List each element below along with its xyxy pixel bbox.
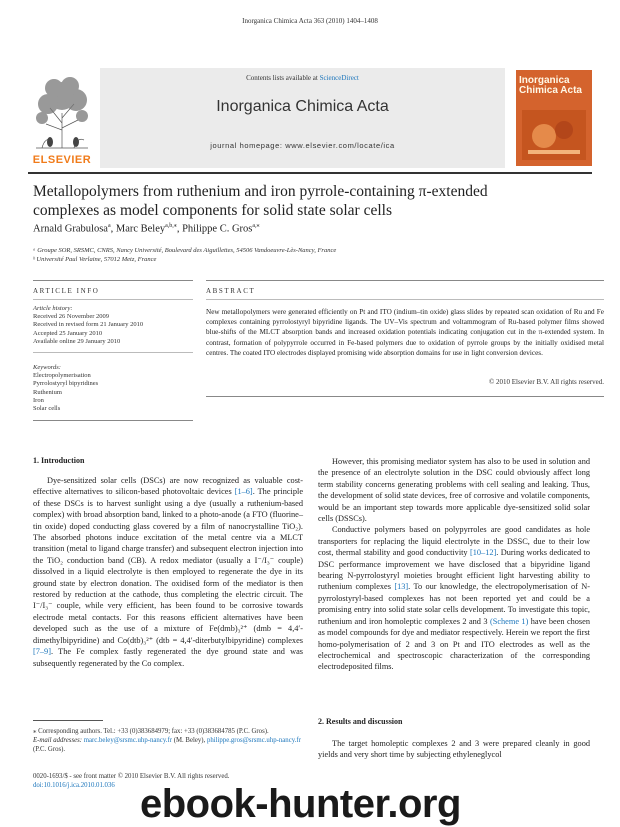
right-text-c: . To our knowledge, the electropolymerisation of N-pyrrolostyryl-based complexes has not been reported yet and could be a promising entry into solid state solar cells development. To investigate this topic, ruthenium and iron homoleptic complexes 2 and 3 [318,582,590,626]
elsevier-tree-icon [28,68,96,152]
author-1: Arnald Grabulosa [33,223,108,235]
article-info-label: ARTICLE INFO [33,287,100,295]
author-3-marker: a,⁎ [252,223,260,229]
intro-paragraph [33,475,303,669]
keywords-rule [33,352,193,353]
watermark-text: ebook-hunter.org [140,782,461,826]
email-label: E-mail addresses: [33,737,84,744]
intro-text-a: Dye-sensitized solar cells (DSCs) are now recognized as valuable cost-effective alternatives to silicon-based photovoltaic devices [33,476,303,497]
citation-link[interactable]: [7–9] [33,647,51,657]
affiliation-b: ᵇ Université Paul Verlaine, 57012 Metz, France [33,256,157,263]
email-owner-2: (P.C. Gros). [33,746,66,753]
running-head: Inorganica Chimica Acta 363 (2010) 1404–1408 [242,17,378,25]
elsevier-wordmark: ELSEVIER [32,154,92,166]
article-info-rule-top [33,280,193,281]
citation-link[interactable]: [10–12] [470,548,497,558]
header-rule [28,172,592,174]
abstract-rule-top [206,280,604,281]
keyword-item: Iron [33,396,44,404]
keyword-item: Pyrrolostyryl bipyridines [33,380,99,388]
doi-link[interactable]: doi:10.1016/j.ica.2010.01.036 [33,782,115,789]
keywords-block [33,364,193,413]
journal-banner [100,68,505,168]
scheme-link[interactable]: (Scheme 1) [489,616,529,626]
intro-text-c: . The Fe complex fastly regenerated the dye ground state and was subsequently regenerated by the Co complex. [33,647,303,668]
affiliation-a: ᵃ Groupe SOR, SRSMC, CNRS, Nancy Université, Boulevard des Aiguillettes, 54506 Vandoeuvre-Lès-Nancy, France [33,247,337,254]
online-date: Available online 29 January 2010 [33,337,121,345]
journal-homepage[interactable]: journal homepage: www.elsevier.com/locate/ica [210,141,395,150]
author-list [33,222,593,235]
cover-art-icon [522,110,586,160]
right-paragraph-1: However, this promising mediator system has also to be used in solution and the presence of an electrolyte solution in the DSC could obviously affect long term stability concerns generating problems with cell sealing and leaking. Thus, the development of solid state devices, free of corrosive and volatile components, would be an important step towards more applicable dye-sensitized solid solar cells (DSSCs). [318,457,590,524]
results-column [318,738,590,761]
author-1-marker: a [107,223,111,229]
abstract-rule-bottom [206,396,604,397]
journal-cover[interactable] [516,70,592,166]
intro-text-b: . The principle of these DSCs is to harvest sunlight using a dye (usually a ruthenium-based complex) with broad absorption band, linked to a photo-anode (a FTO (fluorine–tin oxide) doped conducting glass covered by a film of nanocrystalline TiO₂). The absorbed photons induce excitation of the metal centre via a MLCT transition (metal to ligand charge transfer) and subsequent electron injection into the TiO₂ conduction band (CB). A redox mediator (usually a I⁻/I₃⁻ couple) dissolved in a liquid electrolyte is then employed to regenerate the dye in its ground state by electron donation. The oxidised form of the mediator is then restored by reduction at the cathode, thus completing the electric circuit. The I⁻/I₃⁻ couple, while very efficient, has been found to be corrosive towards electrode metal contacts. For this reasons efficient alternatives have been developed such as the use of a mixture of Fe(dmb)₃²⁺ (dmb = 4,4′-dimethylbipyridine) and Co(dtb)₃²⁺ (dtb = 4,4′-diterbutylbipyridine) complexes [33,487,303,645]
email-link-gros[interactable]: philippe.gros@srsmc.uhp-nancy.fr [206,737,301,744]
footnote [33,727,303,754]
footnote-rule [33,720,103,721]
results-heading: 2. Results and discussion [318,717,403,726]
issn-line: 0020-1693/$ - see front matter © 2010 Elsevier B.V. All rights reserved. [33,773,230,780]
title-line-1: Metallopolymers from ruthenium and iron pyrrole-containing π-extended [33,183,488,200]
article-info-rule-bottom [33,420,193,421]
right-paragraph-2 [318,524,590,672]
keyword-item: Ruthenium [33,388,62,396]
article-history [33,305,193,346]
journal-title: Inorganica Chimica Acta [216,98,389,115]
abstract-label: ABSTRACT [206,287,256,295]
sciencedirect-link[interactable]: ScienceDirect [319,74,359,82]
keyword-item: Solar cells [33,405,61,413]
results-paragraph: The target homoleptic complexes 2 and 3 were prepared cleanly in good yields and very short time by subjecting ethyleneglycol [318,739,590,760]
author-2-marker: a,b,⁎ [165,223,177,229]
right-column [318,456,590,673]
history-label: Article history: [33,305,73,312]
contents-prefix: Contents lists available at [246,74,320,82]
elsevier-logo[interactable] [28,68,96,168]
abstract-copyright: © 2010 Elsevier B.V. All rights reserved. [488,378,604,386]
abstract-text: New metallopolymers were generated efficiently on Pt and ITO (indium–tin oxide) glass slides by repeated scan oxidation of Ru and Fe complexes containing pyrrolostyryl bipyridine ligands. The UV–Vis spectrum and voltammogram of Ru-based polymer films showed blue-shifts of the MLCT absorption bands and increased oxidation potentials indicating conjugation cut in the π-extended system. In contrast, formation of polypyrrole occurred in Fe-based polymers due to oxidation of pyrrole groups by the initially oxidised metal centres. The coated ITO electrodes displayed promising wide absorption domains for use in light conversion devices. [206,308,604,357]
revised-date: Received in revised form 21 January 2010 [33,321,144,329]
received-date: Received 26 November 2009 [33,313,109,321]
keyword-item: Electropolymerisation [33,372,91,380]
abstract-rule-mid [206,299,604,300]
email-link-beley[interactable]: marc.beley@srsmc.uhp-nancy.fr [83,737,173,744]
citation-link[interactable]: [13] [394,582,409,592]
article-info-rule-mid [33,299,193,300]
corresponding-author-note: ⁎ Corresponding authors. Tel.: +33 (0)383684979; fax: +33 (0)383684785 (P.C. Gros). [33,728,269,735]
contents-line [100,74,505,82]
intro-column [33,475,303,669]
email-owner-1: (M. Beley), [172,737,207,744]
cover-title: Inorganica Chimica Acta [519,75,582,96]
intro-heading: 1. Introduction [33,456,85,465]
right-text-a: Conductive polymers based on polypyrroles are good candidates as hole transporters for replacing the liquid electrolyte in the DSSC, due to their low cost, thermal stability and good conductivity [318,525,590,558]
author-3: , Philippe C. Gros [176,223,253,235]
accepted-date: Accepted 25 January 2010 [33,329,103,337]
right-text-b: . During works dedicated to DSC performance improvement we have disclosed that a bipyridine ligand bearing N-pyrrolostyryl moieties brought efficient light harvesting ability to ruthenium complexes [318,548,590,592]
title-line-2: complexes as model components for solid state solar cells [33,202,392,219]
citation-link[interactable]: [1–6] [234,487,253,497]
author-2: , Marc Beley [110,223,166,235]
keywords-label: Keywords: [33,364,61,371]
email-note [33,736,303,754]
article-title [33,182,593,220]
right-text-d: have been chosen as model compounds for dye and mediator respectively. Herein we report the first homo-polymerisation of 2 and 3 on Pt and ITO electrodes as well as the electrochemical and spectroscopic characterization of the corresponding electrodeposited films. [318,616,590,672]
